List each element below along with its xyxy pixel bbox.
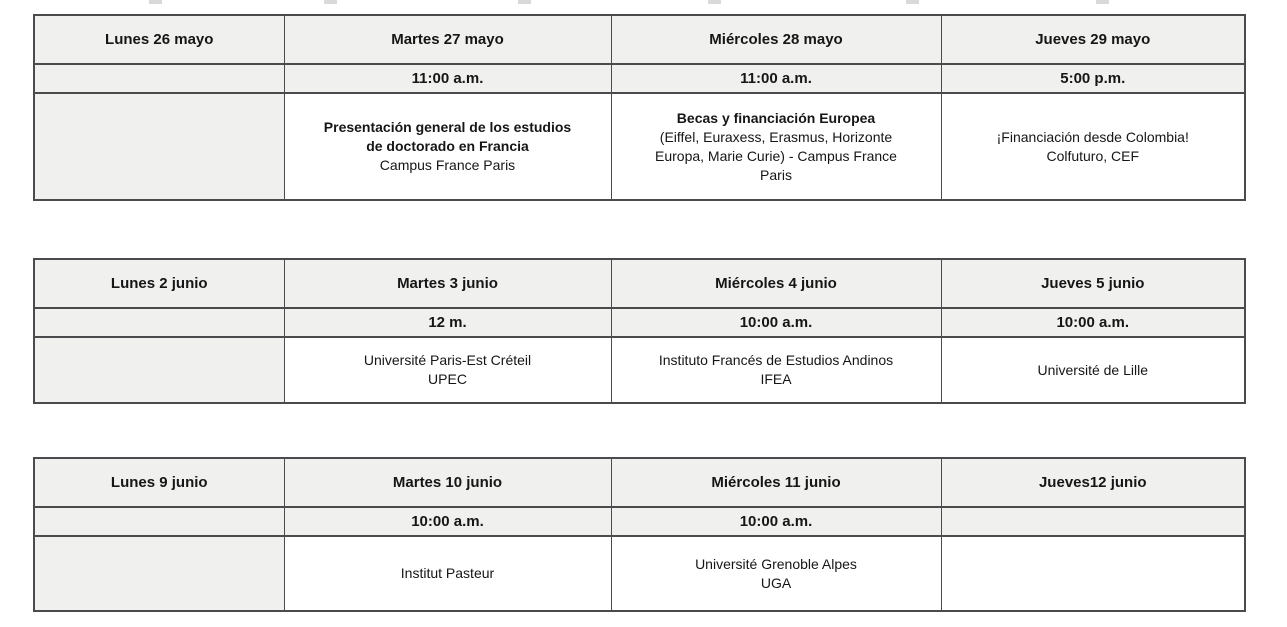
- page-crop-artifact: [324, 0, 337, 4]
- event-title: Presentación general de los estudios de doctorado en Francia: [323, 119, 572, 154]
- page-crop-artifact: [518, 0, 531, 4]
- page-crop-artifact: [708, 0, 721, 4]
- time-row: [34, 308, 1245, 337]
- day-header-cell: Martes 3 junio: [284, 259, 611, 308]
- page-crop-artifact: [149, 0, 162, 4]
- time-cell: 11:00 a.m.: [284, 64, 611, 93]
- schedule-table-week-1: [33, 14, 1246, 201]
- time-cell: 10:00 a.m.: [611, 308, 941, 337]
- event-line: UGA: [760, 574, 792, 591]
- event-cell: [284, 536, 611, 611]
- day-header-cell: Martes 27 mayo: [284, 15, 611, 64]
- event-line: Université de Lille: [1037, 361, 1148, 378]
- time-cell: [34, 507, 284, 536]
- event-cell: [941, 93, 1245, 200]
- page-crop-artifact: [1096, 0, 1109, 4]
- day-header-cell: Lunes 2 junio: [34, 259, 284, 308]
- day-header-cell: Lunes 9 junio: [34, 458, 284, 507]
- day-header-row: [34, 15, 1245, 64]
- event-line: Colfuturo, CEF: [1046, 147, 1140, 164]
- event-line: Institut Pasteur: [400, 565, 495, 581]
- time-cell: 10:00 a.m.: [611, 507, 941, 536]
- event-line: UPEC: [428, 371, 467, 387]
- event-row: [34, 93, 1245, 200]
- time-cell: [941, 507, 1245, 536]
- event-line: IFEA: [760, 371, 792, 387]
- event-cell: [34, 536, 284, 611]
- event-line: Campus France Paris: [379, 157, 516, 173]
- event-row: [34, 337, 1245, 403]
- time-cell: 11:00 a.m.: [611, 64, 941, 93]
- event-line: ¡Financiación desde Colombia!: [996, 128, 1189, 145]
- event-cell: [284, 337, 611, 403]
- time-cell: 5:00 p.m.: [941, 64, 1245, 93]
- day-header-cell: Miércoles 28 mayo: [611, 15, 941, 64]
- day-header-cell: Jueves12 junio: [941, 458, 1245, 507]
- event-cell: [34, 337, 284, 403]
- event-line: Université Paris-Est Créteil: [363, 352, 532, 368]
- time-cell: 12 m.: [284, 308, 611, 337]
- event-cell: [941, 536, 1245, 611]
- day-header-cell: Jueves 29 mayo: [941, 15, 1245, 64]
- day-header-cell: Martes 10 junio: [284, 458, 611, 507]
- day-header-row: [34, 458, 1245, 507]
- time-cell: [34, 308, 284, 337]
- event-cell: [941, 337, 1245, 403]
- time-cell: 10:00 a.m.: [941, 308, 1245, 337]
- time-row: [34, 64, 1245, 93]
- event-cell: [611, 337, 941, 403]
- event-cell: [284, 93, 611, 200]
- time-cell: [34, 64, 284, 93]
- event-title: Becas y financiación Europea: [676, 109, 876, 126]
- day-header-cell: Lunes 26 mayo: [34, 15, 284, 64]
- schedule-table-week-3: [33, 457, 1246, 612]
- event-cell: [611, 536, 941, 611]
- day-header-cell: Miércoles 11 junio: [611, 458, 941, 507]
- day-header-cell: Miércoles 4 junio: [611, 259, 941, 308]
- event-cell: [611, 93, 941, 200]
- schedule-table-week-2: [33, 258, 1246, 404]
- time-cell: 10:00 a.m.: [284, 507, 611, 536]
- event-line: (Eiffel, Euraxess, Erasmus, Horizonte Europa, Marie Curie) - Campus France Paris: [655, 128, 897, 183]
- event-line: Université Grenoble Alpes: [695, 555, 857, 572]
- event-row: [34, 536, 1245, 611]
- event-line: Instituto Francés de Estudios Andinos: [658, 352, 894, 368]
- day-header-row: [34, 259, 1245, 308]
- page-crop-artifact: [906, 0, 919, 4]
- time-row: [34, 507, 1245, 536]
- event-cell: [34, 93, 284, 200]
- day-header-cell: Jueves 5 junio: [941, 259, 1245, 308]
